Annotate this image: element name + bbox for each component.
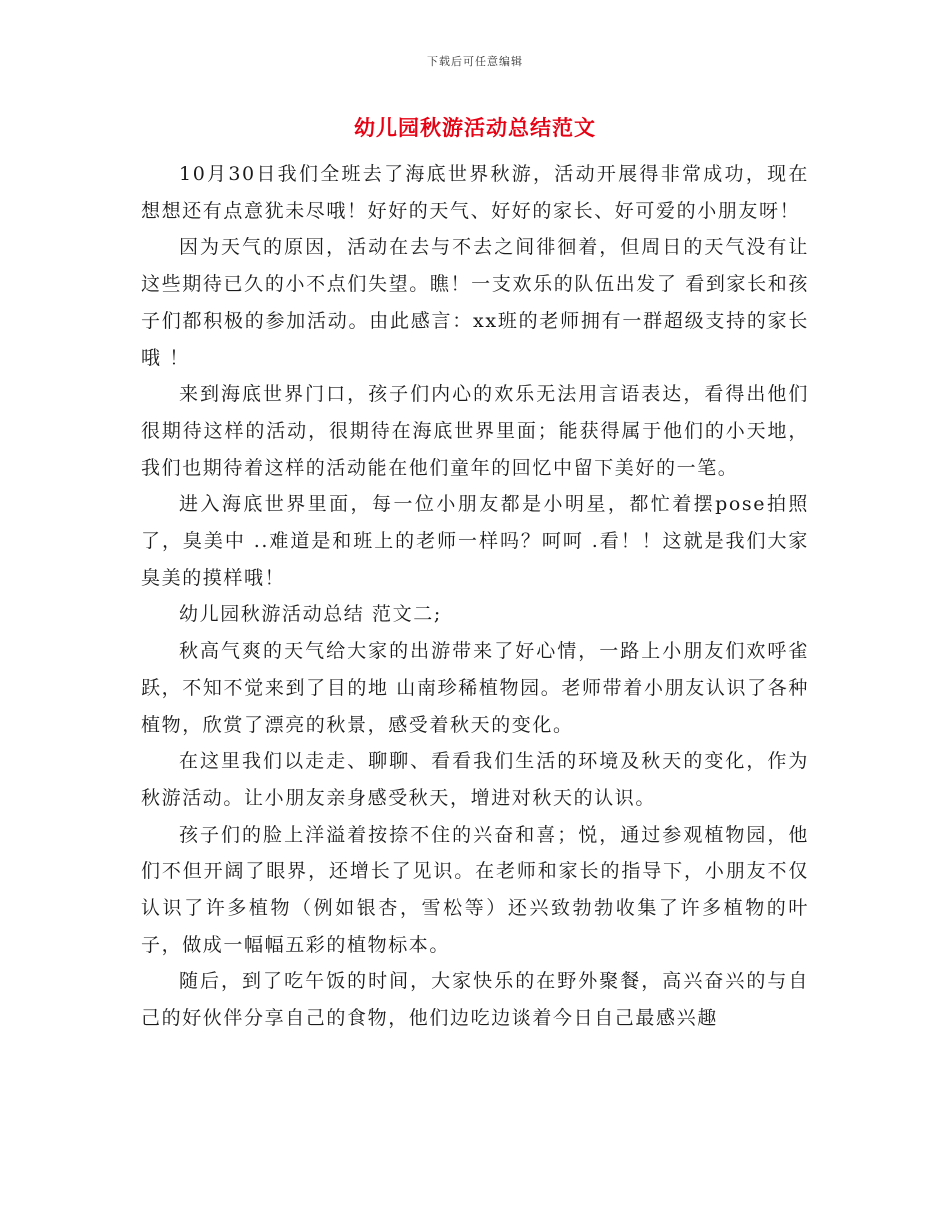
paragraph: 随后，到了吃午饭的时间，大家快乐的在野外聚餐，高兴奋兴的与自己的好伙伴分享自己的食物，他们边吃边谈着今日自己最感兴趣 bbox=[141, 970, 809, 1030]
document-body bbox=[141, 156, 809, 1037]
section-heading: 幼儿园秋游活动总结 范文二; bbox=[179, 603, 442, 626]
paragraph: 10月30日我们全班去了海底世界秋游，活动开展得非常成功，现在想想还有点意犹未尽哦！好好的天气、好好的家长、好可爱的小朋友呀！ bbox=[141, 163, 809, 222]
paragraph: 秋高气爽的天气给大家的出游带来了好心情，一路上小朋友们欢呼雀跃，不知不觉来到了目的地 山南珍稀植物园。老师带着小朋友认识了各种植物，欣赏了漂亮的秋景，感受着秋天的变化。 bbox=[141, 640, 809, 736]
paragraph: 进入海底世界里面，每一位小朋友都是小明星，都忙着摆pose拍照了，臭美中 ..难道是和班上的老师一样吗？呵呵 .看！！这就是我们大家臭美的摸样哦！ bbox=[141, 493, 809, 589]
document-title: 幼儿园秋游活动总结范文 bbox=[354, 116, 596, 140]
paragraph: 来到海底世界门口，孩子们内心的欢乐无法用言语表达，看得出他们很期待这样的活动，很期待在海底世界里面；能获得属于他们的小天地，我们也期待着这样的活动能在他们童年的回忆中留下美好的一笔。 bbox=[141, 383, 809, 479]
header-note: 下载后可任意编辑 bbox=[427, 55, 523, 68]
paragraph: 孩子们的脸上洋溢着按捺不住的兴奋和喜；悦，通过参观植物园，他们不但开阔了眼界，还增长了见识。在老师和家长的指导下，小朋友不仅认识了许多植物（例如银杏，雪松等）还兴致勃勃收集了许多植物的叶子，做成一幅幅五彩的植物标本。 bbox=[141, 823, 809, 956]
paragraph: 因为天气的原因，活动在去与不去之间徘徊着，但周日的天气没有让这些期待已久的小不点们失望。瞧！一支欢乐的队伍出发了 看到家长和孩子们都积极的参加活动。由此感言：xx班的老师拥有一群超级支持的家长哦 ！ bbox=[141, 236, 809, 369]
paragraph: 在这里我们以走走、聊聊、看看我们生活的环境及秋天的变化，作为秋游活动。让小朋友亲身感受秋天，增进对秋天的认识。 bbox=[141, 750, 809, 809]
